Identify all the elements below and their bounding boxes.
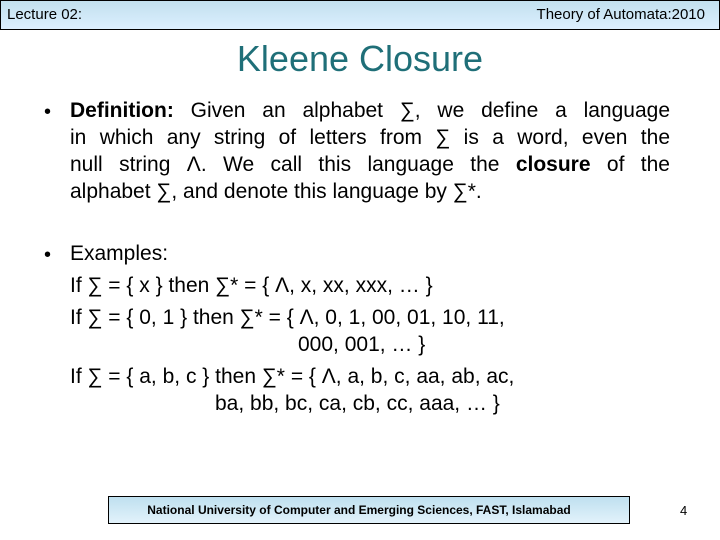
definition-bullet: • (44, 101, 52, 123)
lecture-label: Lecture 02: (7, 6, 83, 23)
definition-line-2: in which any string of letters from ∑ is a word, even the (70, 126, 670, 149)
slide-title: Kleene Closure (236, 38, 484, 79)
example-3-line-2: ba, bb, bc, ca, cb, cc, aaa, … } (215, 392, 500, 415)
examples-heading: Examples: (70, 242, 169, 265)
slide-header (0, 0, 720, 30)
example-2-line-2: 000, 001, … } (298, 333, 426, 356)
definition-text-3c: of the (590, 153, 670, 176)
definition-line-3 (70, 153, 670, 177)
definition-line-4: alphabet ∑, and denote this language by ∑*. (70, 180, 482, 203)
examples-bullet: • (44, 244, 52, 266)
definition-label: Definition: (70, 99, 174, 122)
closure-term: closure (515, 153, 591, 176)
institution-label: National University of Computer and Emerging Sciences, FAST, Islamabad (147, 503, 571, 517)
definition-text-1: Given an alphabet ∑, we define a language (173, 99, 670, 122)
definition-text-3a: null string Λ. We call this language the (70, 153, 516, 176)
example-1: If ∑ = { x } then ∑* = { Λ, x, xx, xxx, … } (70, 274, 433, 297)
definition-line-1 (70, 99, 670, 123)
example-3-line-1: If ∑ = { a, b, c } then ∑* = { Λ, a, b, c, aa, ab, ac, (70, 365, 515, 388)
course-label: Theory of Automata:2010 (536, 6, 705, 23)
example-2-line-1: If ∑ = { 0, 1 } then ∑* = { Λ, 0, 1, 00, 01, 10, 11, (70, 306, 505, 329)
slide-footer (108, 496, 630, 524)
page-number: 4 (680, 503, 688, 518)
